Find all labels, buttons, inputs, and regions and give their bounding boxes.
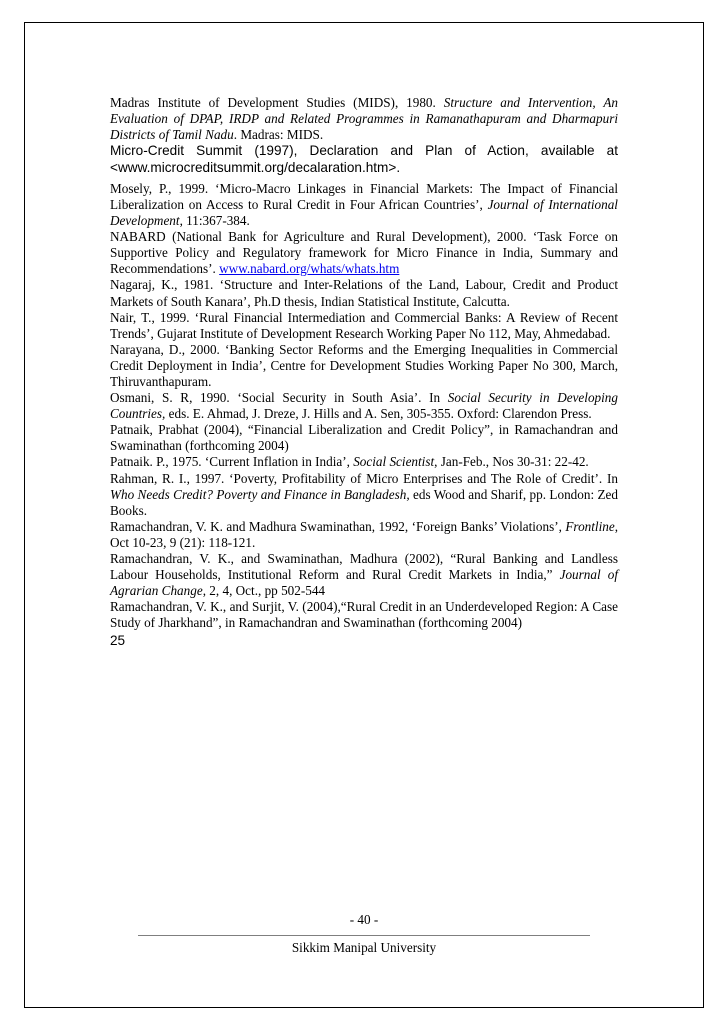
reference-patnaik-2004: Patnaik, Prabhat (2004), “Financial Liberalization and Credit Policy”, in Ramachandran and Swaminathan (forthcoming 2004) — [110, 422, 618, 454]
reference-micro-credit-summit: Micro-Credit Summit (1997), Declaration and Plan of Action, available at <www.microcreditsummit.org/decalaration.htm>. — [110, 143, 618, 175]
footer-divider — [138, 935, 590, 936]
reference-title: Structure and Intervention, An Evaluation of DPAP, IRDP and Related Programmes in Ramanathapuram and Dharmapuri Districts of Tamil Nadu — [110, 95, 618, 143]
journal-title: Frontline — [565, 518, 615, 534]
book-title: Social Security in Developing Countries, — [110, 390, 618, 422]
footer-page-number: - 40 - — [349, 912, 379, 927]
nabard-link[interactable]: www.nabard.org/whats/whats.htm — [219, 261, 400, 277]
journal-title: Social Scientist — [353, 454, 435, 470]
reference-narayana-2000: Narayana, D., 2000. ‘Banking Sector Reforms and the Emerging Inequalities in Commercial Credit Deployment in India’, Centre for Development Studies Working Paper No 300, March, Thiruvanthapuram. — [110, 341, 618, 389]
reference-patnaik-1975: Patnaik. P., 1975. ‘Current Inflation in India’, Social Scientist, Jan-Feb., Nos 30-31: 22-42. — [110, 454, 589, 470]
reference-mids-1980: Madras Institute of Development Studies (MIDS), 1980. Structure and Intervention, An Evaluation of DPAP, IRDP and Related Programmes in Ramanathapuram and Dharmapuri Districts of Tamil Nadu. Madras: MIDS. — [110, 95, 618, 143]
reference-osmani-1990: Osmani, S. R, 1990. ‘Social Security in South Asia’. In Social Security in Developing Countries, eds. E. Ahmad, J. Dreze, J. Hills and A. Sen, 305-355. Oxford: Clarendon Press. — [110, 390, 618, 422]
reference-mosely-1999: Mosely, P., 1999. ‘Micro-Macro Linkages in Financial Markets: The Impact of Financial Liberalization on Access to Rural Credit in Four African Countries’, Journal of International Development, 11:367-384. — [110, 180, 618, 229]
reference-nagaraj-1981: Nagaraj, K., 1981. ‘Structure and Inter-Relations of the Land, Labour, Credit and Product Markets of South Kanara’, Ph.D thesis, Indian Statistical Institute, Calcutta. — [110, 277, 618, 309]
book-title: Who Needs Credit? Poverty and Finance in Bangladesh, — [110, 486, 410, 502]
reference-ramachandran-2004: Ramachandran, V. K., and Surjit, V. (2004),“Rural Credit in an Underdeveloped Region: A Case Study of Jharkhand”, in Ramachandran and Swaminathan (forthcoming 2004) — [110, 599, 618, 631]
inline-page-number: 25 — [110, 632, 126, 648]
reference-nabard-2000: NABARD (National Bank for Agriculture and Rural Development), 2000. ‘Task Force on Supportive Policy and Regulatory framework for Micro Finance in India, Summary and Recommendations’. www.nabard.org/whats/whats.htm — [110, 229, 618, 277]
reference-nair-1999: Nair, T., 1999. ‘Rural Financial Intermediation and Commercial Banks: A Review of Recent Trends’, Gujarat Institute of Development Research Working Paper No 112, May, Ahmedabad. — [110, 309, 618, 341]
reference-list — [110, 95, 618, 649]
footer-institution: Sikkim Manipal University — [291, 940, 437, 955]
reference-ramachandran-2002: Ramachandran, V. K., and Swaminathan, Madhura (2002), “Rural Banking and Landless Labour Households, Institutional Reform and Rural Credit Markets in India,” Journal of Agrarian Change, 2, 4, Oct., pp 502-544 — [110, 551, 618, 599]
journal-title: Journal of International Development — [110, 196, 618, 229]
reference-ramachandran-1992: Ramachandran, V. K. and Madhura Swaminathan, 1992, ‘Foreign Banks’ Violations’, Frontline, Oct 10-23, 9 (21): 118-121. — [110, 518, 618, 550]
reference-rahman-1997: Rahman, R. I., 1997. ‘Poverty, Profitability of Micro Enterprises and The Role of Credit’. In Who Needs Credit? Poverty and Finance in Bangladesh, eds Wood and Sharif, pp. London: Zed Books. — [110, 470, 618, 518]
journal-title: Journal of Agrarian Change — [110, 567, 618, 599]
